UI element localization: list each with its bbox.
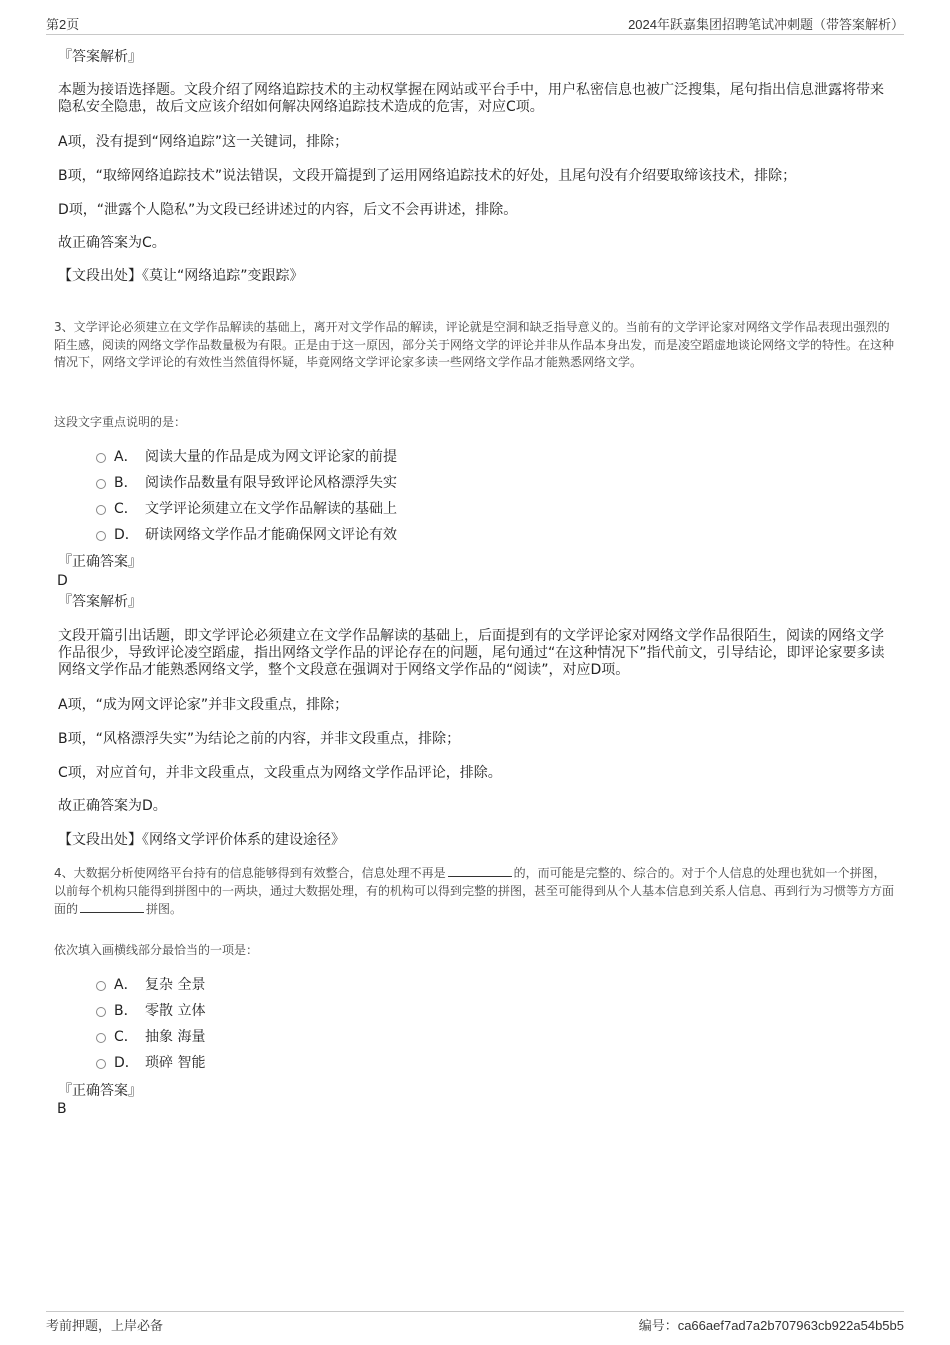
analysis-option-d: D项，“泄露个人隐私”为文段已经讲述过的内容，后文不会再讲述，排除。 bbox=[58, 202, 518, 218]
source-citation: 【文段出处】《莫让“网络追踪”变跟踪》 bbox=[58, 268, 304, 284]
analysis-option-b: B项，“风格漂浮失实”为结论之前的内容，并非文段重点，排除； bbox=[58, 731, 461, 747]
radio-icon[interactable] bbox=[96, 1033, 106, 1043]
correct-answer: B bbox=[57, 1101, 67, 1117]
document-title: 2024年跃嘉集团招聘笔试冲刺题（带答案解析） bbox=[628, 17, 904, 32]
analysis-conclusion: 故正确答案为D。 bbox=[58, 798, 167, 814]
question-4-text: 4、大数据分析使网络平台持有的信息能够得到有效整合，信息处理不再是 的，而可能是完整的、综合的。对于个人信息的处理也犹如一个拼图，以前每个机构只能得到拼图中的一两块，通过大数据处理，有的机构可以得到完整的拼图，甚至可能得到从个人基本信息到关系人信息、再到行为习惯等方方面面的 拼图。 bbox=[54, 866, 895, 916]
analysis-option-a: A项，“成为网文评论家”并非文段重点，排除； bbox=[58, 697, 349, 713]
page-number: 第2页 bbox=[46, 17, 80, 32]
radio-icon[interactable] bbox=[96, 531, 106, 541]
radio-icon[interactable] bbox=[96, 453, 106, 463]
blank-line bbox=[448, 864, 512, 877]
page-header bbox=[46, 14, 904, 35]
analysis-text: 文段开篇引出话题，即文学评论必须建立在文学作品解读的基础上，后面提到有的文学评论家对网络文学作品很陌生，阅读的网络文学作品很少，导致评论凌空蹈虚，指出网络文学作品的评论存在的问题，尾句通过“在这种情况下”指代前文，引导结论，即评论家要多读网络文学作品才能熟悉网络文学，整个文段意在强调对于网络文学作品的“阅读”，对应D项。 bbox=[58, 628, 885, 678]
analysis-conclusion: 故正确答案为C。 bbox=[58, 235, 166, 251]
analysis-text: 本题为接语选择题。文段介绍了网络追踪技术的主动权掌握在网站或平台手中，用户私密信息也被广泛搜集，尾句指出信息泄露将带来隐私安全隐患，故后文应该介绍如何解决网络追踪技术造成的危害，对应C项。 bbox=[58, 82, 884, 115]
radio-icon[interactable] bbox=[96, 1059, 106, 1069]
question-4-prompt: 依次填入画横线部分最恰当的一项是： bbox=[54, 943, 259, 957]
correct-answer: D bbox=[57, 573, 68, 589]
radio-icon[interactable] bbox=[96, 479, 106, 489]
analysis-option-c: C项，对应首句，并非文段重点，文段重点为网络文学作品评论，排除。 bbox=[58, 765, 502, 781]
source-citation: 【文段出处】《网络文学评价体系的建设途径》 bbox=[58, 832, 345, 848]
correct-answer-label: 『正确答案』 bbox=[58, 1083, 142, 1099]
radio-icon[interactable] bbox=[96, 981, 106, 991]
page-footer bbox=[46, 1311, 904, 1334]
analysis-option-b: B项，“取缔网络追踪技术”说法错误，文段开篇提到了运用网络追踪技术的好处，且尾句没有介绍要取缔该技术，排除； bbox=[58, 168, 797, 184]
analysis-label: 『答案解析』 bbox=[58, 594, 142, 610]
analysis-option-a: A项，没有提到“网络追踪”这一关键词，排除； bbox=[58, 134, 349, 150]
document-code: 编号：ca66aef7ad7a2b707963cb922a54b5b5 bbox=[638, 1318, 904, 1333]
footer-slogan: 考前押题，上岸必备 bbox=[46, 1318, 164, 1333]
radio-icon[interactable] bbox=[96, 505, 106, 515]
correct-answer-label: 『正确答案』 bbox=[58, 554, 142, 570]
analysis-label: 『答案解析』 bbox=[58, 49, 142, 65]
radio-icon[interactable] bbox=[96, 1007, 106, 1017]
blank-line bbox=[80, 900, 144, 913]
question-3-prompt: 这段文字重点说明的是： bbox=[54, 415, 187, 429]
question-3-text: 3、文学评论必须建立在文学作品解读的基础上，离开对文学作品的解读，评论就是空洞和缺乏指导意义的。当前有的文学评论家对网络文学作品表现出强烈的陌生感，阅读的网络文学作品数量极为有限。正是由于这一原因，部分关于网络文学的评论并非从作品本身出发，而是凌空蹈虚地谈论网络文学的特性。在这种情况下，网络文学评论的有效性当然值得怀疑，毕竟网络文学评论家多读一些网络文学作品才能熟悉网络文学。 bbox=[54, 320, 895, 369]
